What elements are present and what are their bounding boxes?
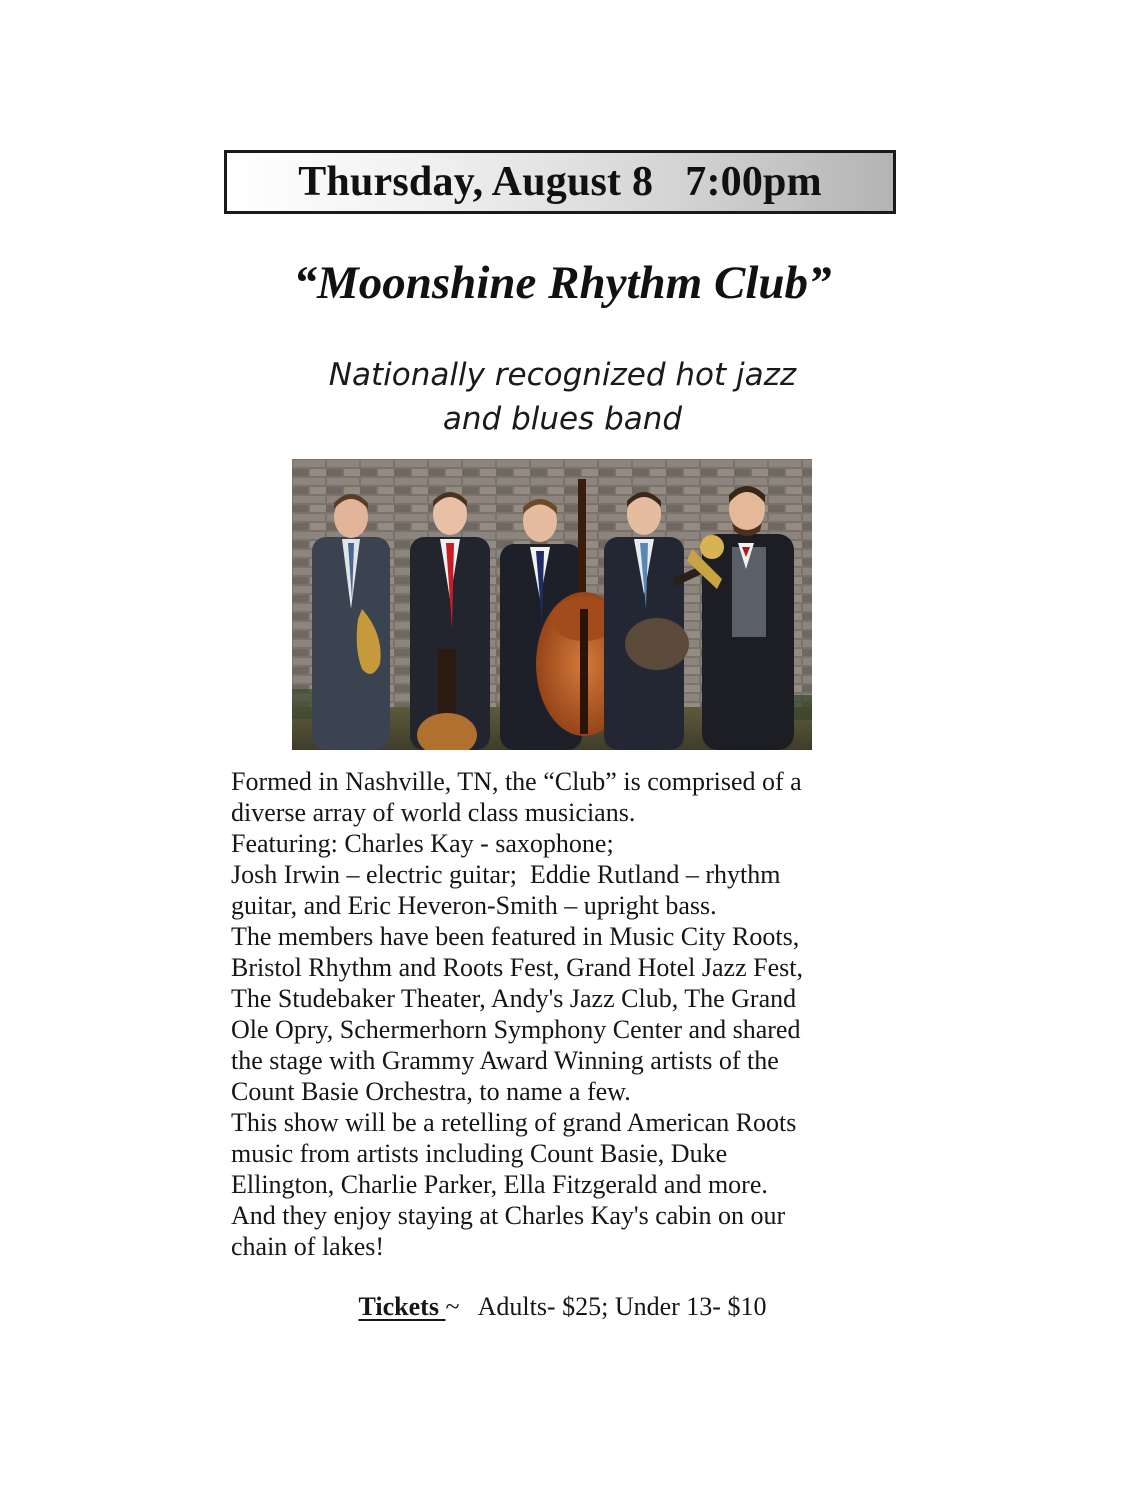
description-line: the stage with Grammy Award Winning artists of the <box>231 1046 779 1075</box>
description-line: Ole Opry, Schermerhorn Symphony Center and shared <box>231 1015 801 1044</box>
description-line: Formed in Nashville, TN, the “Club” is comprised of a <box>231 767 802 796</box>
description-line: chain of lakes! <box>231 1232 385 1261</box>
description-line: Bristol Rhythm and Roots Fest, Grand Hotel Jazz Fest, <box>231 953 803 982</box>
event-subtitle <box>0 353 1125 441</box>
description-line: Count Basie Orchestra, to name a few. <box>231 1077 631 1106</box>
event-date-time: Thursday, August 8 7:00pm <box>298 159 822 205</box>
description-line: Featuring: Charles Kay - saxophone; <box>231 829 614 858</box>
tickets-separator: ~ <box>445 1292 478 1321</box>
description-line: This show will be a retelling of grand American Roots <box>231 1108 797 1137</box>
description-line: The Studebaker Theater, Andy's Jazz Club, The Grand <box>231 984 797 1013</box>
description-line: diverse array of world class musicians. <box>231 798 636 827</box>
description-line: Ellington, Charlie Parker, Ella Fitzgerald and more. <box>231 1170 768 1199</box>
subtitle-line: Nationally recognized hot jazz <box>328 357 797 393</box>
description-line: music from artists including Count Basie, Duke <box>231 1139 728 1168</box>
band-photo <box>292 459 812 750</box>
band-photo-icon <box>292 459 812 750</box>
date-banner <box>224 150 896 214</box>
description-line: The members have been featured in Music City Roots, <box>231 922 800 951</box>
ticket-info <box>0 1292 1125 1322</box>
band-description <box>231 766 911 1262</box>
description-line: guitar, and Eric Heveron-Smith – upright bass. <box>231 891 717 920</box>
tickets-label: Tickets <box>358 1292 446 1321</box>
subtitle-line: and blues band <box>442 401 683 437</box>
ticket-prices: Adults- $25; Under 13- $10 <box>477 1292 767 1321</box>
event-title: “Moonshine Rhythm Club” <box>293 257 832 309</box>
description-line: Josh Irwin – electric guitar; Eddie Rutland – rhythm <box>231 860 781 889</box>
description-line: And they enjoy staying at Charles Kay's cabin on our <box>231 1201 786 1230</box>
